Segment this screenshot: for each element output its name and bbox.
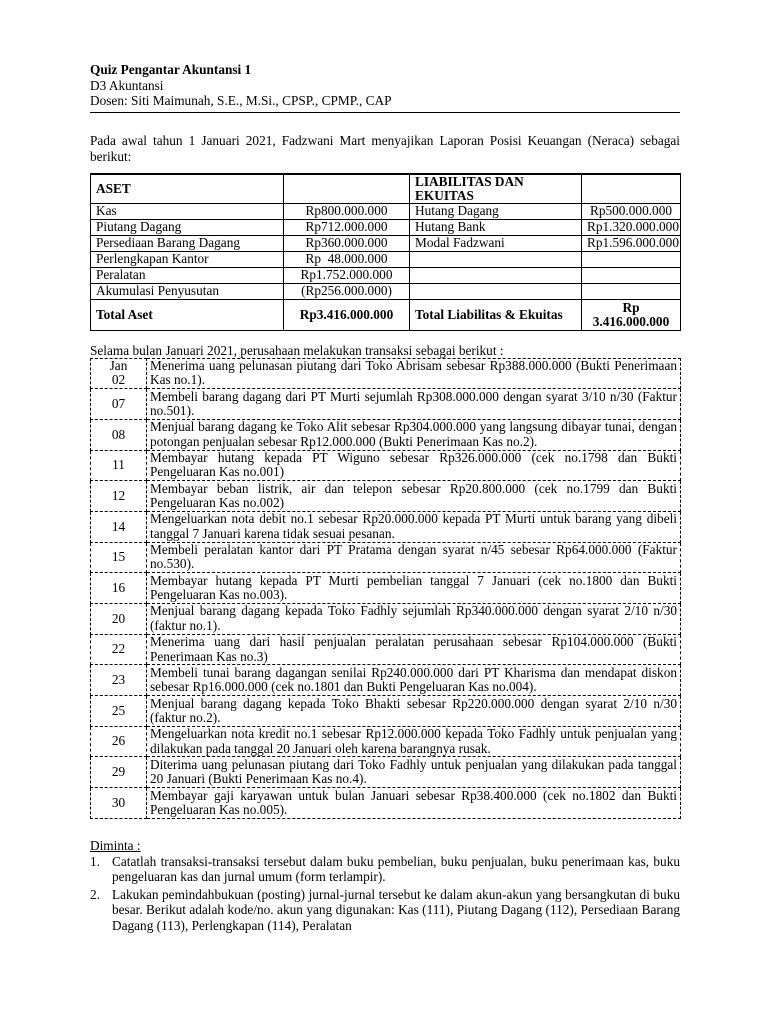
asset-value: Rp800.000.000 <box>284 203 410 219</box>
liability-value <box>582 283 681 299</box>
transaction-date: 16 <box>91 573 147 604</box>
balance-sheet-row <box>91 203 681 219</box>
transaction-description: Membayar gaji karyawan untuk bulan Januari sebesar Rp38.400.000 (cek no.1802 dan Bukti Pengeluaran Kas no.005). <box>147 788 681 819</box>
diminta-heading: Diminta : <box>90 837 141 853</box>
transaction-date: 11 <box>91 450 147 481</box>
liability-name: Hutang Dagang <box>410 203 582 219</box>
total-asset-label: Total Aset <box>91 299 284 330</box>
task-list <box>90 854 680 934</box>
asset-value: (Rp256.000.000) <box>284 283 410 299</box>
transaction-date: 25 <box>91 696 147 727</box>
transaction-date: 29 <box>91 757 147 788</box>
asset-name: Kas <box>91 203 284 219</box>
balance-sheet-row <box>91 283 681 299</box>
transaction-description: Membeli barang dagang dari PT Murti sejumlah Rp308.000.000 dengan syarat 3/10 n/30 (Faktur no.501). <box>147 389 681 420</box>
transactions-table <box>90 358 681 819</box>
liability-value <box>582 251 681 267</box>
task-item <box>90 854 680 885</box>
transaction-row <box>91 726 681 757</box>
balance-sheet-header-row <box>91 174 681 204</box>
header-divider <box>90 112 680 113</box>
asset-value: Rp 48.000.000 <box>284 251 410 267</box>
transaction-row <box>91 389 681 420</box>
lecturer-name: Dosen: Siti Maimunah, S.E., M.Si., CPSP., CPMP., CAP <box>90 93 392 108</box>
transaction-date: 20 <box>91 604 147 635</box>
liability-name: Modal Fadzwani <box>410 235 582 251</box>
balance-sheet-table <box>90 173 681 331</box>
liability-name: Hutang Bank <box>410 219 582 235</box>
transaction-description: Membeli peralatan kantor dari PT Pratama dengan syarat n/45 sebesar Rp64.000.000 (Faktur no.530). <box>147 542 681 573</box>
liability-value: Rp1.596.000.000 <box>582 235 681 251</box>
transaction-row <box>91 481 681 512</box>
task-number: 2. <box>90 886 100 902</box>
transaction-description: Menjual barang dagang kepada Toko Bhakti sebesar Rp220.000.000 dengan syarat 2/10 n/30 (faktur no.2). <box>147 696 681 727</box>
task-text: Catatlah transaksi-transaksi tersebut dalam buku pembelian, buku penjualan, buku penerimaan kas, buku pengeluaran kas dan jurnal umum (form terlampir). <box>112 853 680 885</box>
transaction-date: 12 <box>91 481 147 512</box>
asset-name: Peralatan <box>91 267 284 283</box>
transaction-date: Jan 02 <box>91 358 147 389</box>
transaction-row <box>91 450 681 481</box>
program-name: D3 Akuntansi <box>90 77 164 93</box>
transaction-date: 14 <box>91 511 147 542</box>
balance-sheet-row <box>91 219 681 235</box>
transaction-date: 08 <box>91 419 147 450</box>
document-title: Quiz Pengantar Akuntansi 1 <box>90 62 252 77</box>
transaction-date: 22 <box>91 634 147 665</box>
liability-name <box>410 267 582 283</box>
transaction-row <box>91 634 681 665</box>
asset-name: Piutang Dagang <box>91 219 284 235</box>
task-text: Lakukan pemindahbukuan (posting) jurnal-jurnal tersebut ke dalam akun-akun yang bersangkutan di buku besar. Berikut adalah kode/no. akun yang digunakan: Kas (111), Piutang Dagang (112), Persediaan Barang Dagang (113), Perlengkapan (114), Peralatan <box>112 886 680 933</box>
transaction-date: 15 <box>91 542 147 573</box>
transaction-description: Membayar beban listrik, air dan telepon sebesar Rp20.800.000 (cek no.1799 dan Bukti Pengeluaran Kas no.002) <box>147 481 681 512</box>
transaction-row <box>91 358 681 389</box>
balance-sheet-row <box>91 267 681 283</box>
liabilities-header: LIABILITAS DAN EKUITAS <box>410 174 582 204</box>
transaction-row <box>91 511 681 542</box>
transaction-description: Membayar hutang kepada PT Murti pembelian tanggal 7 Januari (cek no.1800 dan Bukti Pengeluaran Kas no.003). <box>147 573 681 604</box>
total-liabilities-value: Rp 3.416.000.000 <box>582 299 681 330</box>
transactions-intro: Selama bulan Januari 2021, perusahaan melakukan transaksi sebagai berikut : <box>90 342 504 358</box>
asset-value: Rp360.000.000 <box>284 235 410 251</box>
asset-header: ASET <box>91 174 284 204</box>
transaction-date: 07 <box>91 389 147 420</box>
transaction-description: Menjual barang dagang kepada Toko Fadhly sejumlah Rp340.000.000 dengan syarat 2/10 n/30 (faktur no.1). <box>147 604 681 635</box>
liability-value: Rp500.000.000 <box>582 203 681 219</box>
transaction-row <box>91 604 681 635</box>
document-page <box>90 62 680 935</box>
liability-name <box>410 251 582 267</box>
intro-paragraph: Pada awal tahun 1 Januari 2021, Fadzwani Mart menyajikan Laporan Posisi Keuangan (Neraca) sebagai berikut: <box>90 132 680 164</box>
transaction-row <box>91 757 681 788</box>
transaction-description: Diterima uang pelunasan piutang dari Toko Fadhly untuk penjualan yang dilakukan pada tanggal 20 Januari (Bukti Penerimaan Kas no.4). <box>147 757 681 788</box>
transaction-description: Menjual barang dagang ke Toko Alit sebesar Rp304.000.000 yang langsung dibayar tunai, dengan potongan penjualan sebesar Rp12.000.000 (Bukti Penerimaan Kas no.2). <box>147 419 681 450</box>
transaction-description: Membeli tunai barang dagangan senilai Rp240.000.000 dari PT Kharisma dan mendapat diskon sebesar Rp16.000.000 (cek no.1801 dan Bukti Pengeluaran Kas no.004). <box>147 665 681 696</box>
transaction-row <box>91 788 681 819</box>
transaction-row <box>91 419 681 450</box>
transaction-row <box>91 573 681 604</box>
transaction-date: 30 <box>91 788 147 819</box>
transaction-description: Mengeluarkan nota debit no.1 sebesar Rp20.000.000 kepada PT Murti untuk barang yang dibeli tanggal 7 Januari karena tidak sesuai pesanan. <box>147 511 681 542</box>
transaction-date: 23 <box>91 665 147 696</box>
asset-value: Rp1.752.000.000 <box>284 267 410 283</box>
liability-value <box>582 267 681 283</box>
transaction-description: Menerima uang pelunasan piutang dari Toko Abrisam sebesar Rp388.000.000 (Bukti Penerimaan Kas no.1). <box>147 358 681 389</box>
asset-name: Perlengkapan Kantor <box>91 251 284 267</box>
transaction-description: Menerima uang dari hasil penjualan peralatan perusahaan sebesar Rp104.000.000 (Bukti Penerimaan Kas no.3) <box>147 634 681 665</box>
task-item <box>90 887 680 934</box>
transaction-date: 26 <box>91 726 147 757</box>
balance-sheet-total-row <box>91 299 681 330</box>
liability-name <box>410 283 582 299</box>
balance-sheet-row <box>91 251 681 267</box>
transaction-row <box>91 696 681 727</box>
transaction-description: Membayar hutang kepada PT Wiguno sebesar Rp326.000.000 (cek no.1798 dan Bukti Pengeluaran Kas no.001) <box>147 450 681 481</box>
total-asset-value: Rp3.416.000.000 <box>284 299 410 330</box>
asset-name: Akumulasi Penyusutan <box>91 283 284 299</box>
transaction-description: Mengeluarkan nota kredit no.1 sebesar Rp12.000.000 kepada Toko Fadhly untuk penjualan yang dilakukan pada tanggal 20 Januari oleh karena barangnya rusak. <box>147 726 681 757</box>
transaction-row <box>91 665 681 696</box>
balance-sheet-row <box>91 235 681 251</box>
asset-name: Persediaan Barang Dagang <box>91 235 284 251</box>
asset-value: Rp712.000.000 <box>284 219 410 235</box>
liability-value: Rp1.320.000.000 <box>582 219 681 235</box>
total-liabilities-label: Total Liabilitas & Ekuitas <box>410 299 582 330</box>
transaction-row <box>91 542 681 573</box>
task-number: 1. <box>90 853 100 869</box>
